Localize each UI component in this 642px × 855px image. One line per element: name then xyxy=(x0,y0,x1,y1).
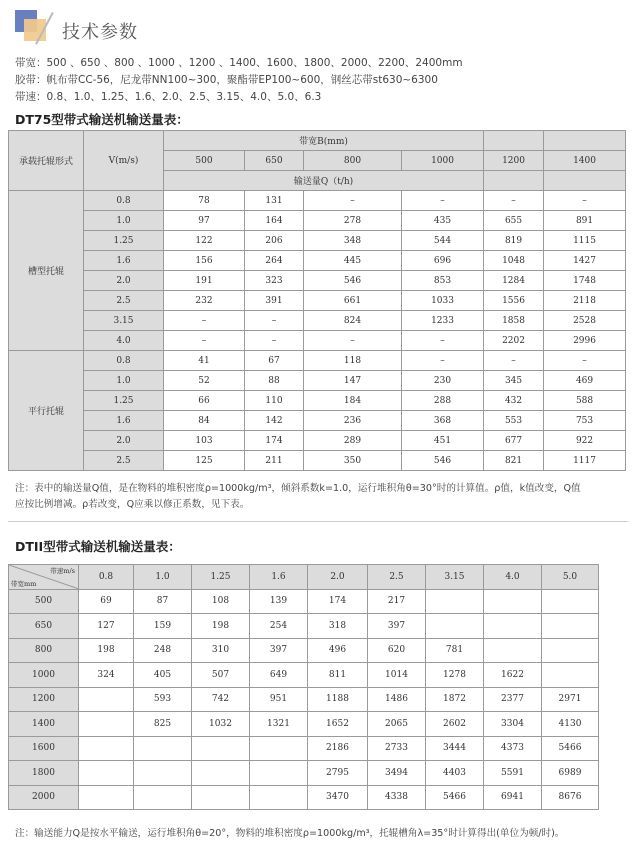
capacity-cell: 264 xyxy=(245,251,304,271)
capacity-cell: – xyxy=(544,191,626,211)
capacity-cell: 1652 xyxy=(308,712,368,737)
capacity-cell: 1233 xyxy=(402,311,484,331)
capacity-cell: 232 xyxy=(164,291,245,311)
header-blank xyxy=(544,171,626,191)
capacity-cell: – xyxy=(164,311,245,331)
capacity-cell: 323 xyxy=(245,271,304,291)
capacity-cell: 593 xyxy=(134,687,192,712)
belt-width-cell: 800 xyxy=(9,638,79,663)
capacity-cell: 655 xyxy=(484,211,544,231)
speed-cell: 1.0 xyxy=(84,371,164,391)
belt-width-cell: 1400 xyxy=(9,712,79,737)
header-speed: V(m/s) xyxy=(84,131,164,191)
capacity-cell xyxy=(192,736,250,761)
capacity-cell: 2971 xyxy=(542,687,599,712)
capacity-cell: 52 xyxy=(164,371,245,391)
capacity-cell: 6989 xyxy=(542,761,599,786)
capacity-cell: 753 xyxy=(544,411,626,431)
capacity-cell: – xyxy=(304,191,402,211)
capacity-cell: 649 xyxy=(250,663,308,688)
capacity-cell: 2377 xyxy=(484,687,542,712)
capacity-cell: 507 xyxy=(192,663,250,688)
header-blank xyxy=(484,131,544,151)
capacity-cell: 103 xyxy=(164,431,245,451)
capacity-cell: 122 xyxy=(164,231,245,251)
capacity-cell: 588 xyxy=(544,391,626,411)
dtii-title: DTII型带式输送机输送量表： xyxy=(15,539,181,554)
header-belt-width: 带宽B(mm) xyxy=(164,131,484,151)
capacity-cell xyxy=(426,589,484,614)
capacity-cell: 391 xyxy=(245,291,304,311)
capacity-cell: 156 xyxy=(164,251,245,271)
table-row xyxy=(9,391,626,411)
capacity-cell: 191 xyxy=(164,271,245,291)
table-row xyxy=(9,331,626,351)
table-row xyxy=(9,736,599,761)
dt75-table xyxy=(8,130,626,471)
capacity-cell: – xyxy=(245,331,304,351)
spec-belt-type: 胶带：帆布带CC-56，尼龙带NN100~300，聚酯带EP100~600，钢丝芯带st630~6300 xyxy=(15,74,438,86)
capacity-cell: 131 xyxy=(245,191,304,211)
capacity-cell xyxy=(134,736,192,761)
capacity-cell: 174 xyxy=(245,431,304,451)
capacity-cell: 544 xyxy=(402,231,484,251)
capacity-cell xyxy=(192,785,250,810)
capacity-cell: 345 xyxy=(484,371,544,391)
capacity-cell: 3444 xyxy=(426,736,484,761)
dt75-title: DT75型带式输送机输送量表： xyxy=(15,112,189,127)
speed-cell: 1.25 xyxy=(84,391,164,411)
table-row xyxy=(9,614,599,639)
capacity-cell xyxy=(250,761,308,786)
capacity-cell: 620 xyxy=(368,638,426,663)
capacity-cell: 2186 xyxy=(308,736,368,761)
belt-width-cell: 1200 xyxy=(9,687,79,712)
capacity-cell: 553 xyxy=(484,411,544,431)
capacity-cell: 127 xyxy=(79,614,134,639)
spec-belt-speed: 带速：0.8、1.0、1.25、1.6、2.0、2.5、3.15、4.0、5.0、6.3 xyxy=(15,91,322,103)
table-row xyxy=(9,191,626,211)
capacity-cell: 310 xyxy=(192,638,250,663)
capacity-cell: 164 xyxy=(245,211,304,231)
width-650: 650 xyxy=(245,151,304,171)
capacity-cell: 1622 xyxy=(484,663,542,688)
table-row xyxy=(9,638,599,663)
capacity-cell: 435 xyxy=(402,211,484,231)
capacity-cell: – xyxy=(484,191,544,211)
speed-header-cell: 2.5 xyxy=(368,565,426,590)
capacity-cell: – xyxy=(164,331,245,351)
capacity-cell: 821 xyxy=(484,451,544,471)
capacity-cell: 432 xyxy=(484,391,544,411)
capacity-cell: 78 xyxy=(164,191,245,211)
capacity-cell: 67 xyxy=(245,351,304,371)
dtii-note: 注：输送能力Q是按水平输送，运行堆积角θ=20°，物料的堆积密度ρ=1000kg/m³，托辊槽角λ=35°时计算得出(单位为顿/时)。 xyxy=(15,828,565,839)
capacity-cell: 8676 xyxy=(542,785,599,810)
capacity-cell: 2065 xyxy=(368,712,426,737)
speed-header-cell: 0.8 xyxy=(79,565,134,590)
table-row xyxy=(9,231,626,251)
table-row xyxy=(9,371,626,391)
capacity-cell: 1858 xyxy=(484,311,544,331)
capacity-cell: 1486 xyxy=(368,687,426,712)
capacity-cell: 1188 xyxy=(308,687,368,712)
speed-cell: 2.5 xyxy=(84,451,164,471)
speed-cell: 2.5 xyxy=(84,291,164,311)
capacity-cell: 1115 xyxy=(544,231,626,251)
speed-cell: 0.8 xyxy=(84,191,164,211)
capacity-cell xyxy=(250,785,308,810)
capacity-cell: 451 xyxy=(402,431,484,451)
belt-width-cell: 2000 xyxy=(9,785,79,810)
capacity-cell: 445 xyxy=(304,251,402,271)
capacity-cell xyxy=(192,761,250,786)
corner-speed-label: 带速m/s xyxy=(50,567,75,575)
capacity-cell: – xyxy=(402,331,484,351)
capacity-cell: 348 xyxy=(304,231,402,251)
capacity-cell: 278 xyxy=(304,211,402,231)
belt-width-cell: 650 xyxy=(9,614,79,639)
capacity-cell: 87 xyxy=(134,589,192,614)
speed-header-cell: 4.0 xyxy=(484,565,542,590)
capacity-cell: – xyxy=(402,191,484,211)
speed-cell: 1.6 xyxy=(84,411,164,431)
speed-cell: 2.0 xyxy=(84,271,164,291)
capacity-cell: 217 xyxy=(368,589,426,614)
capacity-cell: 236 xyxy=(304,411,402,431)
capacity-cell: 184 xyxy=(304,391,402,411)
header-roller-type: 承载托辊形式 xyxy=(9,131,84,191)
capacity-cell: 1284 xyxy=(484,271,544,291)
capacity-cell: 198 xyxy=(79,638,134,663)
capacity-cell xyxy=(542,614,599,639)
capacity-cell: 891 xyxy=(544,211,626,231)
capacity-cell: 84 xyxy=(164,411,245,431)
table-row xyxy=(9,431,626,451)
speed-cell: 1.0 xyxy=(84,211,164,231)
table-row xyxy=(9,411,626,431)
capacity-cell xyxy=(542,638,599,663)
capacity-cell: 496 xyxy=(308,638,368,663)
corner-width-label: 带宽mm xyxy=(11,579,37,588)
capacity-cell xyxy=(484,589,542,614)
capacity-cell: 951 xyxy=(250,687,308,712)
capacity-cell xyxy=(484,614,542,639)
speed-cell: 3.15 xyxy=(84,311,164,331)
dt75-note-line1: 注：表中的输送量Q值，是在物料的堆积密度ρ=1000kg/m³，倾斜系数k=1.0，运行堆积角θ=30°时的计算值。ρ值，k值改变，Q值 xyxy=(15,483,581,494)
capacity-cell: 397 xyxy=(368,614,426,639)
capacity-cell: 922 xyxy=(544,431,626,451)
capacity-cell: – xyxy=(484,351,544,371)
capacity-cell: 110 xyxy=(245,391,304,411)
capacity-cell: 2602 xyxy=(426,712,484,737)
speed-cell: 4.0 xyxy=(84,331,164,351)
width-500: 500 xyxy=(164,151,245,171)
capacity-cell: 1872 xyxy=(426,687,484,712)
capacity-cell: 289 xyxy=(304,431,402,451)
capacity-cell: 1427 xyxy=(544,251,626,271)
capacity-cell: 66 xyxy=(164,391,245,411)
capacity-cell: 2118 xyxy=(544,291,626,311)
capacity-cell: 198 xyxy=(192,614,250,639)
spec-belt-width: 带宽：500 、650 、800 、1000 、1200 、1400、1600、1800、2000、2200、2400mm xyxy=(15,57,463,69)
speed-header-cell: 5.0 xyxy=(542,565,599,590)
table-row xyxy=(9,291,626,311)
speed-cell: 2.0 xyxy=(84,431,164,451)
corner-cell xyxy=(9,565,79,590)
capacity-cell: 677 xyxy=(484,431,544,451)
table-row xyxy=(9,451,626,471)
dtii-table xyxy=(8,564,599,810)
header-capacity: 输送量Q（t/h) xyxy=(164,171,484,191)
capacity-cell: 1117 xyxy=(544,451,626,471)
capacity-cell: 781 xyxy=(426,638,484,663)
capacity-cell xyxy=(79,785,134,810)
table-row xyxy=(9,271,626,291)
capacity-cell: 824 xyxy=(304,311,402,331)
capacity-cell: 324 xyxy=(79,663,134,688)
capacity-cell: 368 xyxy=(402,411,484,431)
capacity-cell xyxy=(542,663,599,688)
table-row xyxy=(9,311,626,331)
capacity-cell: 1014 xyxy=(368,663,426,688)
table-row xyxy=(9,687,599,712)
capacity-cell: – xyxy=(402,351,484,371)
capacity-cell: 206 xyxy=(245,231,304,251)
table-row xyxy=(9,351,626,371)
header-blank xyxy=(484,171,544,191)
capacity-cell: 696 xyxy=(402,251,484,271)
capacity-cell: 4373 xyxy=(484,736,542,761)
capacity-cell: 546 xyxy=(304,271,402,291)
capacity-cell: 2202 xyxy=(484,331,544,351)
width-800: 800 xyxy=(304,151,402,171)
table-row xyxy=(9,712,599,737)
capacity-cell: 853 xyxy=(402,271,484,291)
capacity-cell: 469 xyxy=(544,371,626,391)
capacity-cell: 6941 xyxy=(484,785,542,810)
capacity-cell: 2795 xyxy=(308,761,368,786)
capacity-cell: 254 xyxy=(250,614,308,639)
capacity-cell: 4403 xyxy=(426,761,484,786)
capacity-cell: 211 xyxy=(245,451,304,471)
belt-width-cell: 1600 xyxy=(9,736,79,761)
capacity-cell: 159 xyxy=(134,614,192,639)
table-row xyxy=(9,211,626,231)
capacity-cell: 1048 xyxy=(484,251,544,271)
table-row xyxy=(9,785,599,810)
capacity-cell: 230 xyxy=(402,371,484,391)
width-1400: 1400 xyxy=(544,151,626,171)
capacity-cell: 3494 xyxy=(368,761,426,786)
capacity-cell xyxy=(79,712,134,737)
section-divider xyxy=(8,521,628,522)
capacity-cell: 405 xyxy=(134,663,192,688)
capacity-cell xyxy=(542,589,599,614)
speed-header-cell: 3.15 xyxy=(426,565,484,590)
capacity-cell: – xyxy=(544,351,626,371)
dt75-note-line2: 应按比例增减。ρ若改变，Q应乘以修正系数，见下表。 xyxy=(15,499,250,510)
speed-cell: 1.6 xyxy=(84,251,164,271)
capacity-cell: 125 xyxy=(164,451,245,471)
capacity-cell: 174 xyxy=(308,589,368,614)
capacity-cell: 819 xyxy=(484,231,544,251)
capacity-cell: 5591 xyxy=(484,761,542,786)
capacity-cell: 1278 xyxy=(426,663,484,688)
capacity-cell: – xyxy=(304,331,402,351)
table-row xyxy=(9,761,599,786)
roller-group-label: 平行托辊 xyxy=(9,351,84,471)
capacity-cell: 1033 xyxy=(402,291,484,311)
capacity-cell: 2996 xyxy=(544,331,626,351)
table-row xyxy=(9,663,599,688)
speed-header-cell: 2.0 xyxy=(308,565,368,590)
capacity-cell xyxy=(484,638,542,663)
belt-width-cell: 500 xyxy=(9,589,79,614)
capacity-cell: 139 xyxy=(250,589,308,614)
capacity-cell: 2528 xyxy=(544,311,626,331)
capacity-cell xyxy=(250,736,308,761)
capacity-cell xyxy=(426,614,484,639)
speed-header-cell: 1.0 xyxy=(134,565,192,590)
capacity-cell: 1032 xyxy=(192,712,250,737)
capacity-cell: 397 xyxy=(250,638,308,663)
capacity-cell xyxy=(79,687,134,712)
capacity-cell: – xyxy=(245,311,304,331)
capacity-cell: 825 xyxy=(134,712,192,737)
capacity-cell: 118 xyxy=(304,351,402,371)
width-1200: 1200 xyxy=(484,151,544,171)
capacity-cell: 318 xyxy=(308,614,368,639)
capacity-cell: 1748 xyxy=(544,271,626,291)
table-row xyxy=(9,251,626,271)
capacity-cell xyxy=(134,785,192,810)
capacity-cell: 661 xyxy=(304,291,402,311)
speed-cell: 1.25 xyxy=(84,231,164,251)
capacity-cell: 248 xyxy=(134,638,192,663)
capacity-cell: 1556 xyxy=(484,291,544,311)
belt-width-cell: 1000 xyxy=(9,663,79,688)
capacity-cell: 97 xyxy=(164,211,245,231)
dt75-note xyxy=(15,481,630,513)
capacity-cell: 69 xyxy=(79,589,134,614)
capacity-cell: 41 xyxy=(164,351,245,371)
capacity-cell: 108 xyxy=(192,589,250,614)
capacity-cell: 4338 xyxy=(368,785,426,810)
speed-header-cell: 1.6 xyxy=(250,565,308,590)
capacity-cell: 4130 xyxy=(542,712,599,737)
width-1000: 1000 xyxy=(402,151,484,171)
capacity-cell: 3470 xyxy=(308,785,368,810)
capacity-cell: 811 xyxy=(308,663,368,688)
capacity-cell: 147 xyxy=(304,371,402,391)
capacity-cell: 3304 xyxy=(484,712,542,737)
page-title: 技术参数 xyxy=(62,22,138,43)
speed-cell: 0.8 xyxy=(84,351,164,371)
capacity-cell xyxy=(79,761,134,786)
header-blank xyxy=(544,131,626,151)
roller-group-label: 槽型托辊 xyxy=(9,191,84,351)
capacity-cell: 88 xyxy=(245,371,304,391)
capacity-cell: 1321 xyxy=(250,712,308,737)
capacity-cell: 546 xyxy=(402,451,484,471)
capacity-cell: 288 xyxy=(402,391,484,411)
capacity-cell: 5466 xyxy=(426,785,484,810)
speed-header-cell: 1.25 xyxy=(192,565,250,590)
capacity-cell: 2733 xyxy=(368,736,426,761)
capacity-cell xyxy=(134,761,192,786)
capacity-cell: 742 xyxy=(192,687,250,712)
capacity-cell xyxy=(79,736,134,761)
table-row xyxy=(9,589,599,614)
capacity-cell: 142 xyxy=(245,411,304,431)
belt-width-cell: 1800 xyxy=(9,761,79,786)
capacity-cell: 350 xyxy=(304,451,402,471)
capacity-cell: 5466 xyxy=(542,736,599,761)
